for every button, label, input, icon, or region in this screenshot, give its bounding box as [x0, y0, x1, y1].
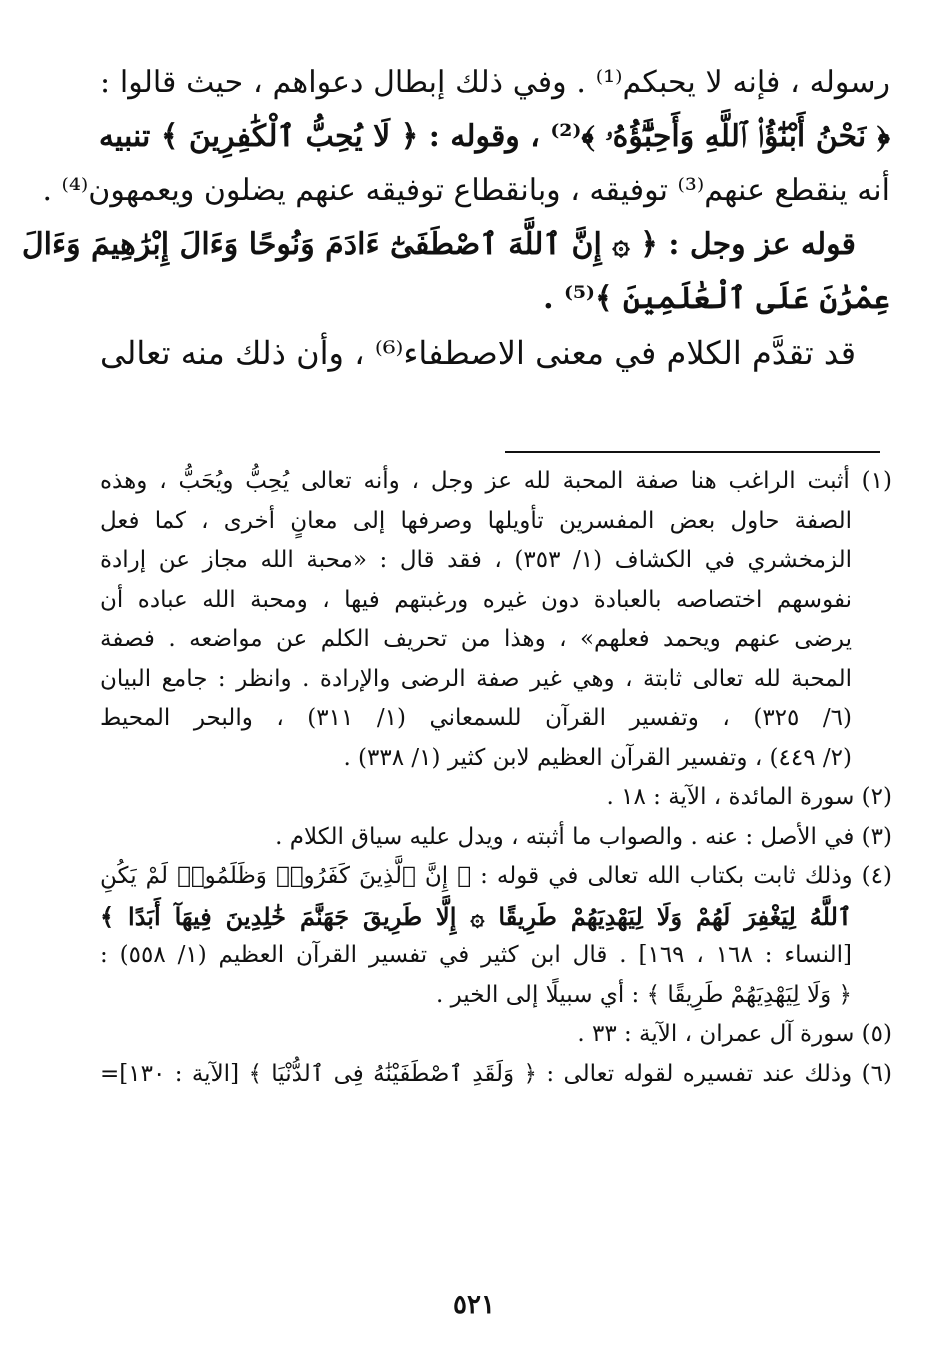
footnote-line: نفوسهم اختصاصه بالعبادة دون غيره ورغبتهم فيها ، ومحبة الله عباده أن	[100, 586, 852, 613]
footnotes	[100, 462, 892, 1094]
footnote-line: (١) أثبت الراغب هنا صفة المحبة لله عز وجل ، وأنه تعالى يُحِبُّ ويُحَبُّ ، وهذه	[100, 468, 892, 494]
main-line-quran: عِمْرَٰنَ عَلَى ٱلْعَٰلَمِينَ ﴾⁽⁵⁾ .	[543, 281, 890, 316]
footnote-line: [النساء : ١٦٨ ، ١٦٩] . قال ابن كثير في تفسير القرآن العظيم (١/ ٥٥٨) :	[100, 942, 852, 968]
footnote-line: (٣) في الأصل : عنه . والصواب ما أثبته ، ويدل عليه سياق الكلام .	[275, 823, 892, 850]
footnote-line: الصفة حاول بعض المفسرين تأويلها وصرفها إلى معانٍ أخرى ، كما فعل	[100, 507, 852, 534]
footnote-line: (٢) سورة المائدة ، الآية : ١٨ .	[606, 784, 892, 810]
main-line-quran: ﴿ نَحْنُ أَبْنَٰٓؤُا۟ ٱللَّهِ وَأَحِبَّٰٓؤُهُۥ ﴾⁽²⁾ ، وقوله : ﴿ لَا يُحِبُّ ٱلْكَٰفِرِينَ ﴾ تنبيه	[98, 119, 890, 154]
footnote-line: ﴿ وَلَا لِيَهْدِيَهُمْ طَرِيقًا ﴾ : أي سبيلًا إلى الخير .	[435, 981, 852, 1008]
footnote-divider	[505, 451, 880, 453]
main-line-quran: قوله عز وجل : ﴿ ۞ إِنَّ ٱللَّهَ ٱصْطَفَىٰٓ ءَادَمَ وَنُوحًا وَءَالَ إِبْرَٰهِيمَ وَءَالَ	[21, 227, 856, 262]
footnote-line: المحبة لله تعالى ثابتة ، وهي غير صفة الرضى والإرادة . وانظر : جامع البيان	[100, 665, 852, 692]
footnote-line: الزمخشري في الكشاف (١/ ٣٥٣) ، فقد قال : «محبة الله مجاز عن إرادة	[100, 547, 853, 573]
footnote-line: (٦/ ٣٢٥) ، وتفسير القرآن للسمعاني (١/ ٣١١) ، والبحر المحيط	[100, 705, 853, 731]
footnote-line: (٢/ ٤٤٩) ، وتفسير القرآن العظيم لابن كثير (١/ ٣٣٨) .	[343, 744, 852, 771]
footnote-line: (٤) وذلك ثابت بكتاب الله تعالى في قوله : ﴿ إِنَّ ٱلَّذِينَ كَفَرُوا۟ وَظَلَمُوا۟ لَمْ يَكُنِ	[100, 863, 892, 889]
footnote-line-quran: ٱللَّهُ لِيَغْفِرَ لَهُمْ وَلَا لِيَهْدِيَهُمْ طَرِيقًا ۞ إِلَّا طَرِيقَ جَهَنَّمَ خَٰلِدِينَ فِيهَآ أَبَدًا ﴾	[100, 901, 852, 931]
footnote-line: يرضى عنهم ويحمد فعلهم» ، وهذا من تحريف الكلم عن مواضعه . فصفة	[100, 626, 852, 652]
main-line: قد تقدَّم الكلام في معنى الاصطفاء⁽⁶⁾ ، وأن ذلك منه تعالى	[100, 334, 857, 372]
footnote-line: (٦) وذلك عند تفسيره لقوله تعالى : ﴿ وَلَقَدِ ٱصْطَفَيْنَٰهُ فِى ٱلدُّنْيَا ﴾ [الآية : ١٣٠]=	[100, 1060, 892, 1087]
main-text	[21, 56, 890, 380]
main-line: أنه ينقطع عنهم⁽³⁾ توفيقه ، وبانقطاع توفيقه عنهم يضلون ويعمهون⁽⁴⁾ .	[42, 173, 890, 208]
main-line: رسوله ، فإنه لا يحبكم⁽¹⁾ . وفي ذلك إبطال دعواهم ، حيث قالوا :	[100, 65, 890, 100]
footnote-line: (٥) سورة آل عمران ، الآية : ٣٣ .	[577, 1021, 892, 1047]
page-number: ٥٢١	[453, 1290, 495, 1320]
